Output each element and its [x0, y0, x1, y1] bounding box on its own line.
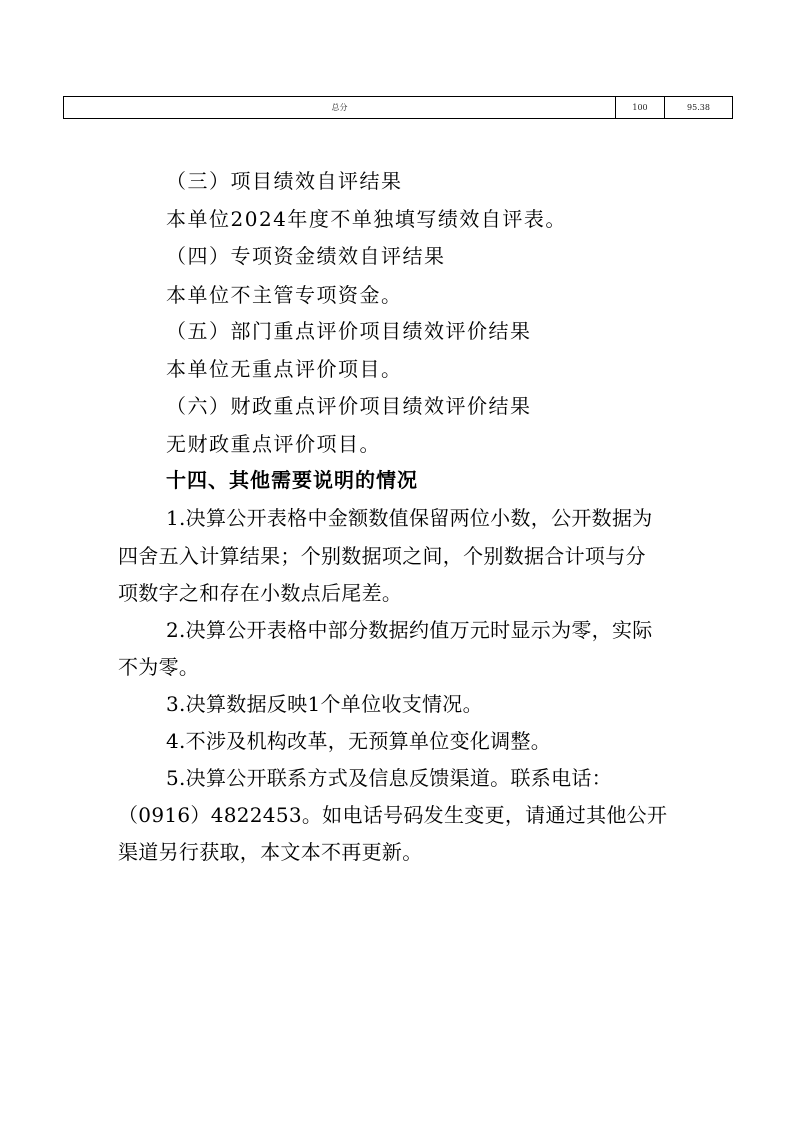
section-6-heading: （六）财政重点评价项目绩效评价结果 [166, 394, 532, 418]
note-1-line-1: 1.决算公开表格中金额数值保留两位小数，公开数据为 [166, 506, 653, 530]
note-3: 3.决算数据反映1个单位收支情况。 [166, 692, 483, 716]
section-5-heading: （五）部门重点评价项目绩效评价结果 [166, 319, 532, 343]
note-5-line-1: 5.决算公开联系方式及信息反馈渠道。联系电话： [166, 766, 612, 790]
total-score-row [64, 97, 733, 119]
total-score-table [63, 96, 733, 119]
section-3-heading: （三）项目绩效自评结果 [166, 169, 403, 193]
section-4-body: 本单位不主管专项资金。 [166, 283, 403, 307]
max-score-cell: 100 [616, 97, 665, 119]
actual-score-cell: 95.38 [665, 97, 733, 119]
section-6-body: 无财政重点评价项目。 [166, 432, 381, 456]
section-3-body: 本单位2024年度不单独填写绩效自评表。 [166, 207, 567, 231]
note-2-line-1: 2.决算公开表格中部分数据约值万元时显示为零，实际 [166, 618, 653, 642]
section-5-body: 本单位无重点评价项目。 [166, 357, 403, 381]
note-5-line-2: （0916）4822453。如电话号码发生变更，请通过其他公开 [118, 803, 668, 827]
note-4: 4.不涉及机构改革，无预算单位变化调整。 [166, 729, 552, 753]
section-4-heading: （四）专项资金绩效自评结果 [166, 244, 446, 268]
note-5-line-3: 渠道另行获取，本文本不再更新。 [118, 840, 423, 864]
chapter-14-heading: 十四、其他需要说明的情况 [166, 468, 418, 492]
total-score-label: 总分 [64, 97, 616, 119]
note-2-line-2: 不为零。 [118, 655, 200, 679]
note-1-line-3: 项数字之和存在小数点后尾差。 [118, 581, 403, 605]
note-1-line-2: 四舍五入计算结果；个别数据项之间，个别数据合计项与分 [118, 544, 646, 568]
